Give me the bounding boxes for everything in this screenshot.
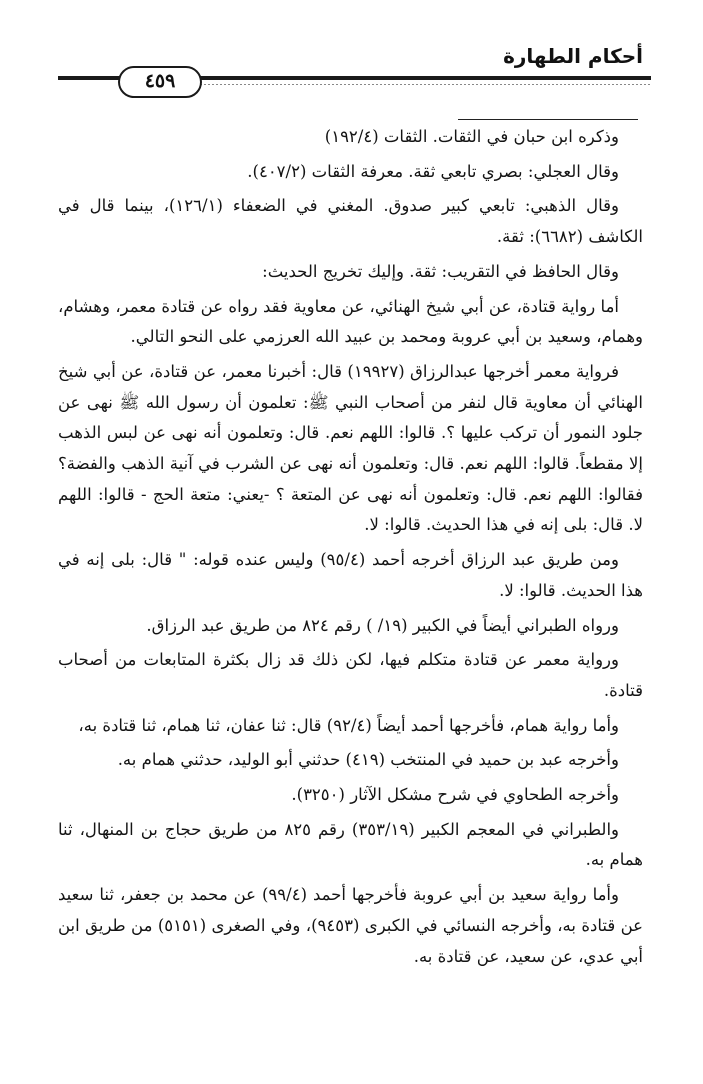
paragraph: والطبراني في المعجم الكبير (٣٥٣/١٩) رقم ٨٢٥ من طريق حجاج بن المنهال، ثنا همام به.	[58, 819, 643, 870]
page-header	[0, 0, 703, 110]
book-title: أحكام الطهارة	[503, 44, 643, 68]
header-rule-dotted	[200, 84, 651, 85]
paragraph: أما رواية قتادة، عن أبي شيخ الهنائي، عن معاوية فقد رواه عن قتادة معمر، وهشام، وهمام، وسعيد بن أبي عروبة ومحمد بن عبيد الله العرزمي على النحو التالي.	[58, 296, 643, 347]
paragraph: وقال الحافظ في التقريب: ثقة. وإليك تخريج الحديث:	[262, 261, 619, 281]
paragraph: ومن طريق عبد الرزاق أخرجه أحمد (٩٥/٤) وليس عنده قوله: " قال: بلى إنه في هذا الحديث. قالوا: لا.	[58, 550, 643, 600]
paragraph: وقال الذهبي: تابعي كبير صدوق. المغني في الضعفاء (١٢٦/١)، بينما قال في الكاشف (٦٦٨٢): ثقة.	[58, 196, 643, 247]
paragraph: وأخرجه الطحاوي في شرح مشكل الآثار (٣٢٥٠).	[291, 785, 619, 805]
page-number: ٤٥٩	[118, 66, 202, 98]
paragraph: ورواه الطبراني أيضاً في الكبير (١٩/ ) رقم ٨٢٤ من طريق عبد الرزاق.	[146, 615, 619, 635]
footnote-text	[58, 122, 643, 976]
footnote-separator	[458, 119, 638, 120]
paragraph: وقال العجلي: بصري تابعي ثقة. معرفة الثقات (٤٠٧/٢).	[247, 161, 619, 181]
paragraph: ورواية معمر عن قتادة متكلم فيها، لكن ذلك قد زال بكثرة المتابعات من أصحاب قتادة.	[58, 650, 643, 700]
paragraph: وذكره ابن حبان في الثقات. الثقات (١٩٢/٤)	[324, 127, 619, 146]
paragraph: وأخرجه عبد بن حميد في المنتخب (٤١٩) حدثني أبو الوليد، حدثني همام به.	[117, 750, 619, 770]
paragraph: وأما رواية همام، فأخرجها أحمد أيضاً (٩٢/٤) قال: ثنا عفان، ثنا همام، ثنا قتادة به،	[78, 715, 619, 735]
paragraph: فرواية معمر أخرجها عبدالرزاق (١٩٩٢٧) قال: أخبرنا معمر، عن قتادة، عن أبي شيخ الهنائي أن معاوية قال لنفر من أصحاب النبي ﷺ: تعلمون أن رسول الله ﷺ نهى عن جلود النمور أن تركب عليها ؟. قالوا: اللهم نعم. قال: وتعلمون أنه نهى عن لبس الذهب إلا مقطعاً. قالوا: اللهم نعم. قال: وتعلمون أنه نهى عن الشرب في آنية الذهب والفضة؟ فقالوا: اللهم نعم. قال: وتعلمون أنه نهى عن المتعة ؟ -يعني: متعة الحج - قالوا: اللهم لا. قال: بلى إنه في هذا الحديث. قالوا: لا.	[58, 361, 643, 535]
paragraph: وأما رواية سعيد بن أبي عروبة فأخرجها أحمد (٩٩/٤) عن محمد بن جعفر، ثنا سعيد عن قتادة به، وأخرجه النسائي في الكبرى (٩٤٥٣)، وفي الصغرى (٥١٥١) من طريق ابن أبي عدي، عن سعيد، عن قتادة به.	[58, 885, 643, 966]
